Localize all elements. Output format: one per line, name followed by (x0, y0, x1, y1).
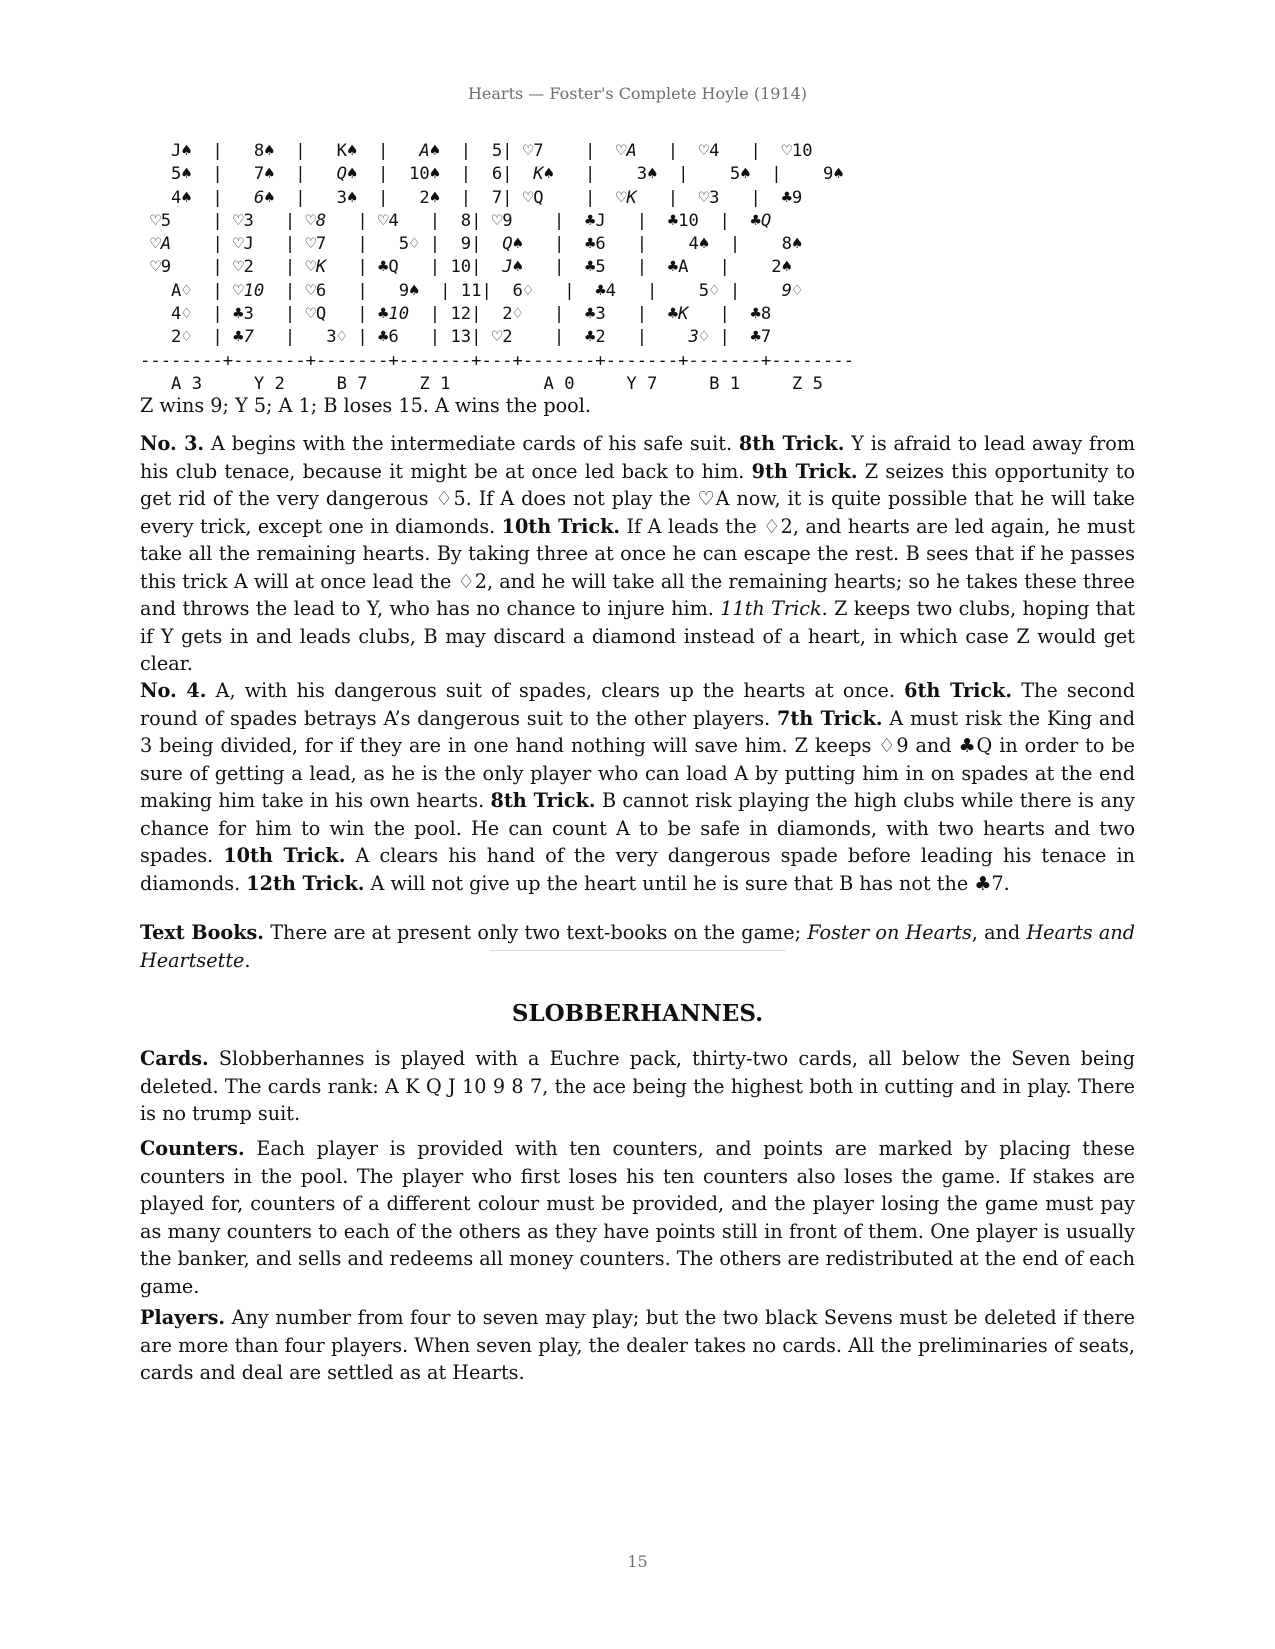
deal-table-row: 4♢ | ♣3 | ♡Q | ♣10 | 12| 2♢ | ♣3 | ♣K | ♣8 (140, 304, 772, 325)
paragraph-cards: Cards. Slobberhannes is played with a Euchre pack, thirty-two cards, all below the Seven being deleted. The cards rank: A K Q J 10 9 8 7, the ace being the highest both in cutting and in play. There is no trump suit. (140, 1047, 1135, 1125)
section-title: SLOBBERHANNES. (511, 1000, 764, 1027)
paragraph-players: Players. Any number from four to seven may play; but the two black Sevens must be deleted if there are more than four players. When seven play, the dealer takes no cards. All the preliminaries of seats, cards and deal are settled as at Hearts. (140, 1306, 1135, 1384)
deal-table-totals: A 3 Y 2 B 7 Z 1 A 0 Y 7 B 1 Z 5 (140, 373, 823, 394)
result-line: Z wins 9; Y 5; A 1; B loses 15. A wins the pool. (140, 394, 591, 417)
deal-table-row: ♡A | ♡J | ♡7 | 5♢ | 9| Q♠ | ♣6 | 4♠ | 8♠ (140, 234, 803, 255)
deal-table-row: A♢ | ♡10 | ♡6 | 9♠ | 11| 6♢ | ♣4 | 5♢ | 9♢ (140, 280, 803, 301)
paragraph-text-books: Text Books. There are at present only two text-books on the game; Foster on Hearts, and Hearts and Heartsette. (140, 921, 1135, 972)
deal-table-row: ♡9 | ♡2 | ♡K | ♣Q | 10| J♠ | ♣5 | ♣A | 2♠ (140, 257, 792, 278)
deal-table-separator: --------+-------+-------+-------+---+-------+-------+-------+-------- (140, 350, 854, 371)
paragraph-no-3: No. 3. A begins with the intermediate cards of his safe suit. 8th Trick. Y is afraid to lead away from his club tenace, because it might be at once led back to him. 9th Trick. Z seizes this opportunity to get rid of the very dangerous ♢5. If A does not play the ♡A now, it is quite possible that he will take every trick, except one in diamonds. 10th Trick. If A leads the ♢2, and hearts are led again, he must take all the remaining hearts. By taking three at once he can escape the rest. B sees that if he passes this trick A will at once lead the ♢2, and he will take all the remaining hearts; so he takes these three and throws the lead to Y, who has no chance to injure him. 11th Trick. Z keeps two clubs, hoping that if Y gets in and leads clubs, B may discard a diamond instead of a heart, in which case Z would get clear. (140, 432, 1136, 675)
deal-table-row: J♠ | 8♠ | K♠ | A♠ | 5| ♡7 | ♡A | ♡4 | ♡10 (140, 141, 813, 161)
deal-table-row: 2♢ | ♣7 | 3♢ | ♣6 | 13| ♡2 | ♣2 | 3♢ | ♣7 (140, 327, 772, 348)
page-number: 15 (627, 1552, 648, 1571)
deal-table-row: 5♠ | 7♠ | Q♠ | 10♠ | 6| K♠ | 3♠ | 5♠ | 9♠ (140, 164, 844, 185)
paragraph-counters: Counters. Each player is provided with ten counters, and points are marked by placing these counters in the pool. The player who first loses his ten counters also loses the game. If stakes are played for, counters of a different colour must be provided, and the player losing the game must pay as many counters to each of the others as they have points still in front of them. One player is usually the banker, and sells and redeems all money counters. The others are redistributed at the end of each game. (140, 1137, 1135, 1298)
paragraph-no-4: No. 4. A, with his dangerous suit of spades, clears up the hearts at once. 6th Trick. The second round of spades betrays A’s dangerous suit to the other players. 7th Trick. A must risk the King and 3 being divided, for if they are in one hand nothing will save him. Z keeps ♢9 and ♣Q in order to be sure of getting a lead, as he is the only player who can load A by putting him in on spades at the end making him take in his own hearts. 8th Trick. B cannot risk playing the high clubs while there is any chance for him to win the pool. He can count A to be safe in diamonds, with two hearts and two spades. 10th Trick. A clears his hand of the very dangerous spade before leading his tenace in diamonds. 12th Trick. A will not give up the heart until he is sure that B has not the ♣7. (140, 679, 1136, 895)
running-head: Hearts — Foster's Complete Hoyle (1914) (467, 84, 808, 103)
deal-table-row: 4♠ | 6♠ | 3♠ | 2♠ | 7| ♡Q | ♡K | ♡3 | ♣9 (140, 187, 803, 208)
deal-table (140, 140, 854, 396)
deal-table-row: ♡5 | ♡3 | ♡8 | ♡4 | 8| ♡9 | ♣J | ♣10 | ♣Q (140, 210, 772, 231)
